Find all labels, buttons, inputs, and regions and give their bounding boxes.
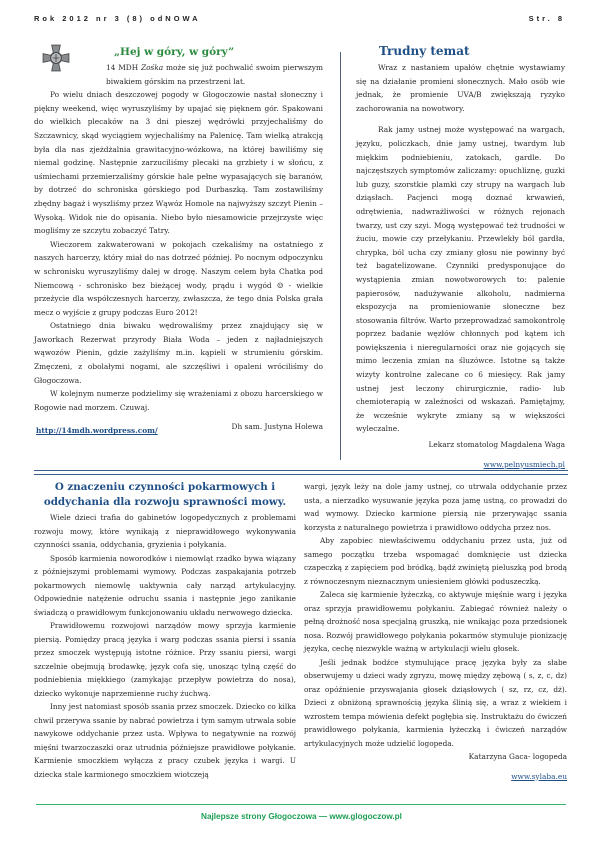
- article-trudny-temat: [356, 42, 565, 471]
- article-lead: [34, 61, 323, 88]
- article-right-column: [304, 480, 567, 783]
- scout-cross-icon: [42, 44, 70, 72]
- paragraph: Wieczorem zakwaterowani w pokojach czekaliśmy na ostatniego z naszych harcerzy, który miał do nas dotrzeć później. Po nocnym odpoczynku w schronisku wyruszyliśmy dalej w drogę. Naszym celem była Chatka pod Niemcową - schronisko bez bieżącej wody, prądu i wygód ☺ - wielkie przeżycie dla współczesnych harcerzy, zwłaszcza, że tego dnia Polska grała mecz o wyjście z grupy podczas Euro 2012!: [34, 239, 323, 317]
- page-header: [34, 14, 565, 26]
- blog-link[interactable]: http://14mdh.wordpress.com/: [36, 426, 158, 436]
- lead-text-rest: może się już pochwalić swoim pierwszym biwakiem górskim na przestrzeni lat.: [106, 63, 323, 86]
- issue-label: Rok 2012 nr 3 (8) odNOWA: [34, 14, 201, 23]
- article-left-column: [34, 480, 296, 781]
- author-signature: Katarzyna Gaca- logopeda: [468, 752, 567, 761]
- website-link[interactable]: www.pelnyusmiech.pl: [483, 459, 565, 469]
- paragraph: wargi, język leży na dole jamy ustnej, co utrwala oddychanie przez usta, a nierzadko wysuwanie języka poza jamę ustną, co prowadzi do wad wymowy. Dziecko karmione piersią nie przerywając ssania korzysta z naturalnego powietrza i prawidłowo oddycha przez nos.: [304, 482, 567, 532]
- section-separator: [34, 470, 568, 475]
- paragraph: Inny jest natomiast sposób ssania przez smoczek. Dziecko co kilka chwil przerywa ssanie by nabrać powietrza i tym samym utrwala sobie nawykowe oddychanie przez usta. Wpływa to negatywnie na rozwój mięśni twarzoczaszki oraz utrudnia późniejsze prawidłowe połykanie. Karmienie smoczkiem wyłącza z pracy czubek języka i wargi. U dziecka stale karmionego smoczkiem wiotczeją: [34, 702, 296, 779]
- paragraph: Aby zapobiec niewłaściwemu oddychaniu przez usta, już od samego początku trzeba wspomagać domknięcie ust dziecka czapeczką z zapięciem pod bródką, bądź zwiniętą pieluszką pod brodą z równoczesnym nieznacznym uniesieniem główki poduszeczką.: [304, 536, 567, 586]
- footer-divider: [36, 804, 566, 805]
- paragraph: Zaleca się karmienie łyżeczką, co aktywuje mięśnie warg i języka oraz sprzyja prawidłowemu połykaniu. Zabiegać również należy o pełną drożność nosa specjalną gruszką, nie wnikając poza przedsionek nosa. Rozwój prawidłowego połykania pokarmów stymuluje pionizację języka, cechę niezwykle ważną w artykulacji wielu głosek.: [304, 590, 567, 653]
- lead-text: 14 MDH: [106, 63, 141, 72]
- article-title: O znaczeniu czynności pokarmowych i oddychania dla rozwoju sprawności mowy.: [43, 481, 287, 508]
- article-hej-w-gory: [34, 42, 323, 440]
- paragraph: Jeśli jednak bodźce stymulujące pracę języka były za słabe obserwujemy u dzieci wady zgryzu, mowę między zębową ( s, z, c, dz) oraz opóźnienie przyswajania głosek dziąsłowych ( sz, rz, cz, dż). Dzieci z obniżoną sprawnością języka ślinią się, a wraz z wiekiem i wzrostem tempa mówienia defekt pogłębia się. Instruktażu do ćwiczeń prawidłowego połykania, karmienia łyżeczką i ćwiczeń narządów artykulacyjnych może udzielić logopeda.: [304, 657, 567, 748]
- column-divider: [340, 52, 341, 460]
- paragraph: Po wielu dniach deszczowej pogody w Głogoczowie nastał słoneczny i piękny weekend, więc wyruszyliśmy by upajać się pięknem gór. Spakowani do wielkich plecaków na 3 dni pieszej wędrówki przyjechaliśmy do Szczawnicy, skąd wyciągiem wyjechaliśmy na Palenicę. Tam wielką atrakcją była dla nas zjeżdżalnia grawitacyjno-wózkowa, na której bawiliśmy się niemal godzinę. Następnie zarzuciliśmy plecaki na grzbiety i w słońcu, z uśmiechami przemierzaliśmy górskie hale pełne wypasających się baranów, by dotrzeć do schroniska górskiego pod Durbaszką. Tam zostawiliśmy zbędny bagaż i wyszliśmy przez Wąwóz Homole na najwyższy szczyt Pienin – Wysoką. Widok nie do opisania. Niebo było niesamowicie przejrzyste więc mogliśmy ze szczytu zobaczyć Tatry.: [34, 90, 323, 236]
- article-title: „Hej w góry, w góry”: [114, 46, 235, 58]
- author-signature: Lekarz stomatolog Magdalena Waga: [428, 440, 565, 450]
- lead-team-name: Zośka: [140, 63, 164, 72]
- paragraph: Prawidłowemu rozwojowi narządów mowy sprzyja karmienie piersią. Pomiędzy pracą języka i warg podczas ssania piersi i ssania przez smoczek występują istotne różnice. Przy ssaniu piersi, wargi szczelnie obejmują brodawkę, język cofa się, unosząc tylną część do podniebienia miękkiego (zamykając przepływ powietrza do nosa), dziecko wykonuje naprzemienne ruchy żuchwą.: [34, 621, 296, 698]
- article-title: Trudny temat: [379, 44, 470, 58]
- paragraph: Wraz z nastaniem upałów chętnie wystawiamy się na działanie promieni słonecznych. Mało osób wie jednak, że promienie UVA/B zwiększają ryzyko zachorowania na nowotwory.: [356, 63, 565, 113]
- paragraph: Sposób karmienia noworodków i niemowląt rzadko bywa wiązany z późniejszymi problemami wymowy. Podczas zaspakajania potrzeb pokarmowych niemowlę uaktywnia cały narząd artykulacyjny. Odpowiednie natężenie odruchu ssania i następnie jego zanikanie świadczą o prawidłowym funkcjonowaniu układu nerwowego dziecka.: [34, 553, 296, 617]
- paragraph: Ostatniego dnia biwaku wędrowaliśmy przez znajdujący się w Jaworkach Rezerwat przyrody Biała Woda – jeden z najładniejszych wąwozów Pienin, gdzie zażyliśmy m.in. kąpieli w strumieniu górskim. Zmęczeni, z obolałymi nogami, ale szczęśliwi i opaleni wróciliśmy do Głogoczowa.: [34, 321, 323, 385]
- page-number: Str. 8: [528, 14, 565, 23]
- paragraph: Wiele dzieci trafia do gabinetów logopedycznych z problemami rozwoju mowy, które wynikają z nieprawidłowego wykonywania czynności ssania, oddychania, gryzienia i połykania.: [34, 513, 296, 549]
- footer-text[interactable]: Najlepsze strony Głogoczowa — www.glogoczow.pl: [201, 812, 402, 821]
- paragraph: Rak jamy ustnej może występować na wargach, języku, policzkach, dnie jamy ustnej, twardym lub miękkim podniebieniu, zatokach, gardle. Do najczęstszych symptomów zaliczamy: opuchliznę, guzki lub guzy, szorstkie plamki czy strupy na wargach lub dziąsłach. Pacjenci mogą doznać krwawień, odrętwienia, nadwrażliwości w różnych rejonach twarzy, ust czy szyi. Mogą występować też trudności w żuciu, mowie czy przełykaniu. Przewlekły ból gardła, chrypka, ból ucha czy zmiany głosu nie powinny być też bagatelizowane. Czynniki predysponujące do wystąpienia zmian nowotworowych to: palenie papierosów, nadużywanie alkoholu, nadmierna ekspozycja na promieniowanie słoneczne bez stosowania filtrów. Warto przeprowadzać samokontrolę poprzez badanie węzłów chłonnych pod kątem ich powiększenia i nieregularności oraz nie gojących się mimo leczenia zmian na śluzówce. Istotne są także wizyty kontrolne zalecane co 6 miesięcy. Rak jamy ustnej jest leczony chirurgicznie, radio- lub chemioterapią w zależności od wskazań. Pamiętajmy, że wcześnie wykryte zmiany są w większości wyleczalne.: [356, 125, 565, 434]
- website-link[interactable]: www.sylaba.eu: [511, 771, 567, 781]
- author-signature: Dh sam. Justyna Holewa: [231, 422, 323, 432]
- paragraph: W kolejnym numerze podzielimy się wrażeniami z obozu harcerskiego w Rogowie nad morzem. Czuwaj.: [34, 389, 323, 412]
